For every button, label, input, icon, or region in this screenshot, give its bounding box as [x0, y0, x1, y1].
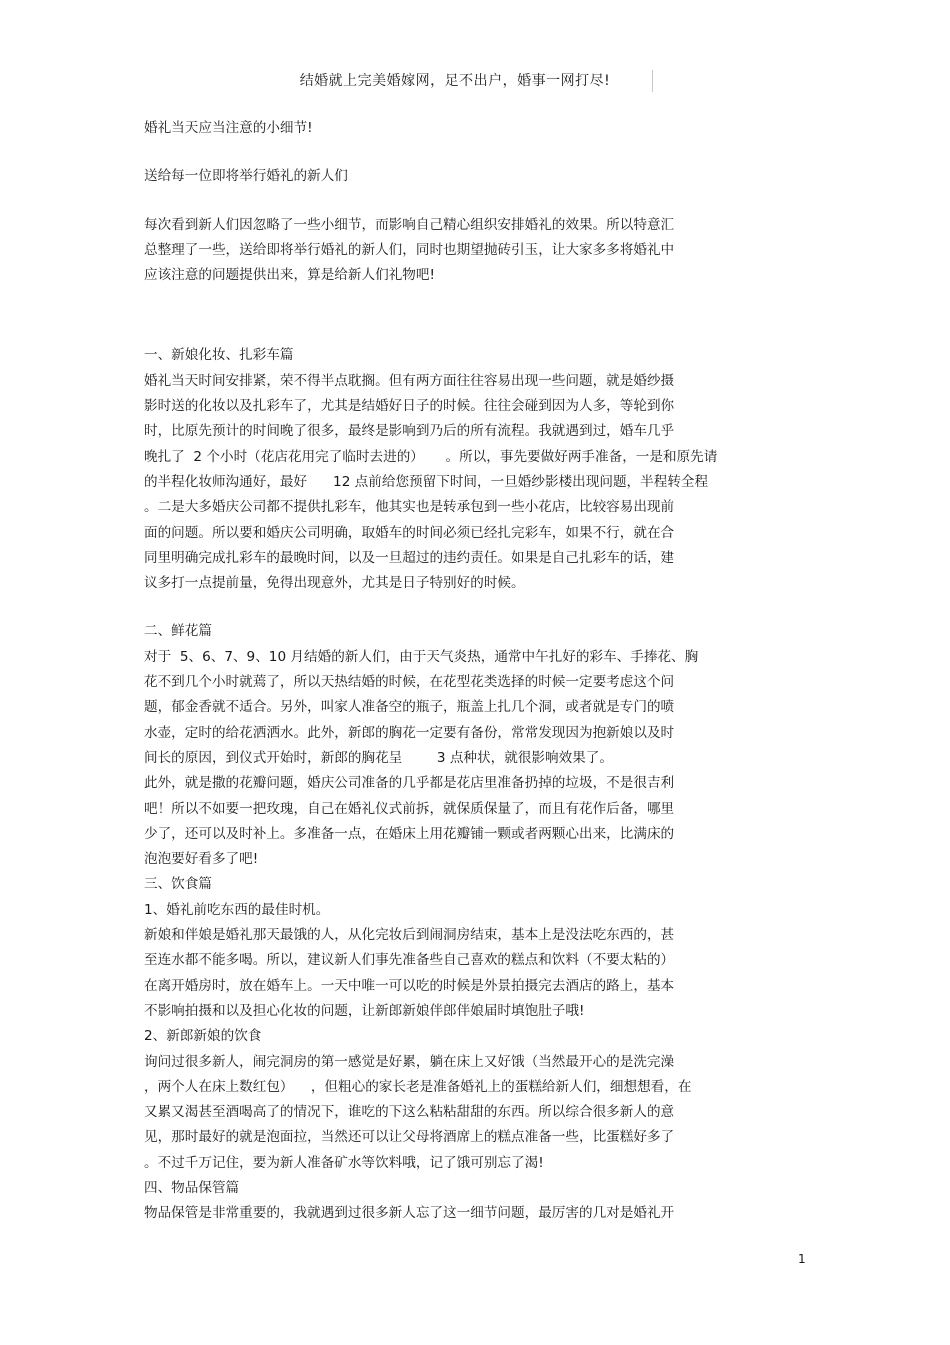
- intro-line: 总整理了一些，送给即将举行婚礼的新人们，同时也期望抛砖引玉，让大家多多将婚礼中: [144, 241, 675, 258]
- paragraph-line: 的半程化妆师沟通好，最好 12 点前给您预留下时间，一旦婚纱影楼出现问题，半程转全程: [144, 473, 709, 490]
- paragraph-line: 影时送的化妆以及扎彩车了，尤其是结婚好日子的时候。往往会碰到因为人多，等轮到你: [144, 398, 675, 415]
- paragraph-line: 吧！所以不如要一把玫瑰，自己在婚礼仪式前拆，就保质保量了，而且有花作后备，哪里: [144, 800, 675, 817]
- paragraph-line: 泡泡要好看多了吧!: [144, 851, 259, 868]
- section-heading: 四、物品保管篇: [144, 1179, 240, 1196]
- paragraph-line: 在离开婚房时，放在婚车上。一天中唯一可以吃的时候是外景拍摄完去酒店的路上，基本: [144, 977, 675, 994]
- paragraph-line: 水壶，定时的给花洒洒水。此外，新郎的胸花一定要有备份，常常发现因为抱新娘以及时: [144, 724, 675, 741]
- document-body: [144, 116, 784, 1227]
- paragraph-line: 婚礼当天时间安排紧，荣不得半点耽搁。但有两方面往往容易出现一些问题，就是婚纱摄: [144, 372, 675, 389]
- subsection-heading: 1、婚礼前吃东西的最佳时机。: [144, 901, 330, 918]
- paragraph-line: 同里明确完成扎彩车的最晚时间，以及一旦超过的违约责任。如果是自己扎彩车的话，建: [144, 549, 675, 566]
- paragraph-line: 不影响拍摄和以及担心化妆的问题，让新郎新娘伴郎伴娘届时填饱肚子哦!: [144, 1002, 585, 1019]
- section-heading: 三、饮食篇: [144, 876, 212, 893]
- section-heading: 一、新娘化妆、扎彩车篇: [144, 347, 294, 364]
- section-makeup-car: [144, 343, 784, 596]
- paragraph-line: 。二是大多婚庆公司都不提供扎彩车，他其实也是转承包到一些小花店，比较容易出现前: [144, 499, 675, 516]
- paragraph-line: 花不到几个小时就蔫了，所以天热结婚的时候，在花型花类选择的时候一定要考虑这个问: [144, 674, 675, 691]
- paragraph-line: 询问过很多新人，闹完洞房的第一感觉是好累，躺在床上又好饿（当然最开心的是洗完澡: [144, 1053, 675, 1070]
- paragraph-line: 物品保管是非常重要的，我就遇到过很多新人忘了这一细节问题，最厉害的几对是婚礼开: [144, 1205, 675, 1222]
- intro-line: 每次看到新人们因忽略了一些小细节，而影响自己精心组织安排婚礼的效果。所以特意汇: [144, 216, 675, 233]
- paragraph-line: ，两个人在床上数红包） ，但粗心的家长老是准备婚礼上的蛋糕给新人们，细想想看，在: [144, 1078, 692, 1095]
- paragraph-line: 少了，还可以及时补上。多准备一点，在婚床上用花瓣铺一颗或者两颗心出来，比满床的: [144, 825, 675, 842]
- paragraph-line: 新娘和伴娘是婚礼那天最饿的人，从化完妆后到闹洞房结束，基本上是没法吃东西的，甚: [144, 927, 675, 944]
- paragraph-line: 间长的原因，到仪式开始时，新郎的胸花呈 3 点种状，就很影响效果了。: [144, 749, 613, 766]
- paragraph-line: 晚扎了 2 个小时（花店花用完了临时去进的） 。所以，事先要做好两手准备，一是和原先请: [144, 448, 718, 465]
- paragraph-line: 。不过千万记住，要为新人准备矿水等饮料哦，记了饿可别忘了渴!: [144, 1154, 544, 1171]
- page-number: 1: [798, 1252, 806, 1266]
- section-food: [144, 872, 784, 1176]
- paragraph-line: 时，比原先预计的时间晚了很多，最终是影响到乃后的所有流程。我就遇到过，婚车几乎: [144, 423, 675, 440]
- intro-line: 应该注意的问题提供出来，算是给新人们礼物吧!: [144, 267, 435, 284]
- section-heading: 二、鲜花篇: [144, 623, 212, 640]
- paragraph-line: 至连水都不能多喝。所以，建议新人们事先准备些自己喜欢的糕点和饮料（不要太粘的）: [144, 952, 675, 969]
- paragraph-line: 见，那时最好的就是泡面拉，当然还可以让父母将酒席上的糕点准备一些，比蛋糕好多了: [144, 1129, 675, 1146]
- section-flowers: [144, 619, 784, 872]
- paragraph-line: 又累又渴甚至酒喝高了的情况下，谁吃的下这么粘粘甜甜的东西。所以综合很多新人的意: [144, 1104, 675, 1121]
- paragraph-line: 题，郁金香就不适合。另外，叫家人准备空的瓶子，瓶盖上扎几个洞，或者就是专门的喷: [144, 699, 675, 716]
- paragraph-line: 议多打一点提前量，免得出现意外，尤其是日子特别好的时候。: [144, 575, 525, 592]
- paragraph-line: 面的问题。所以要和婚庆公司明确，取婚车的时间必须已经扎完彩车，如果不行，就在合: [144, 524, 675, 541]
- intro-paragraph: [144, 213, 784, 289]
- page-header: 结婚就上完美婚嫁网，足不出户，婚事一网打尽!: [299, 73, 611, 89]
- header-divider: [652, 70, 653, 92]
- paragraph-line: 此外，就是撒的花瓣问题，婚庆公司准备的几乎都是花店里准备扔掉的垃圾，不是很吉利: [144, 775, 675, 792]
- subsection-heading: 2、新郎新娘的饮食: [144, 1028, 262, 1045]
- paragraph-line: 对于 5、6、7、9、10 月结婚的新人们，由于天气炎热，通常中午扎好的彩车、手捧花、胸: [144, 648, 699, 665]
- section-storage: [144, 1176, 784, 1227]
- document-title: 婚礼当天应当注意的小细节!: [144, 120, 313, 136]
- document-subtitle: 送给每一位即将举行婚礼的新人们: [144, 168, 348, 185]
